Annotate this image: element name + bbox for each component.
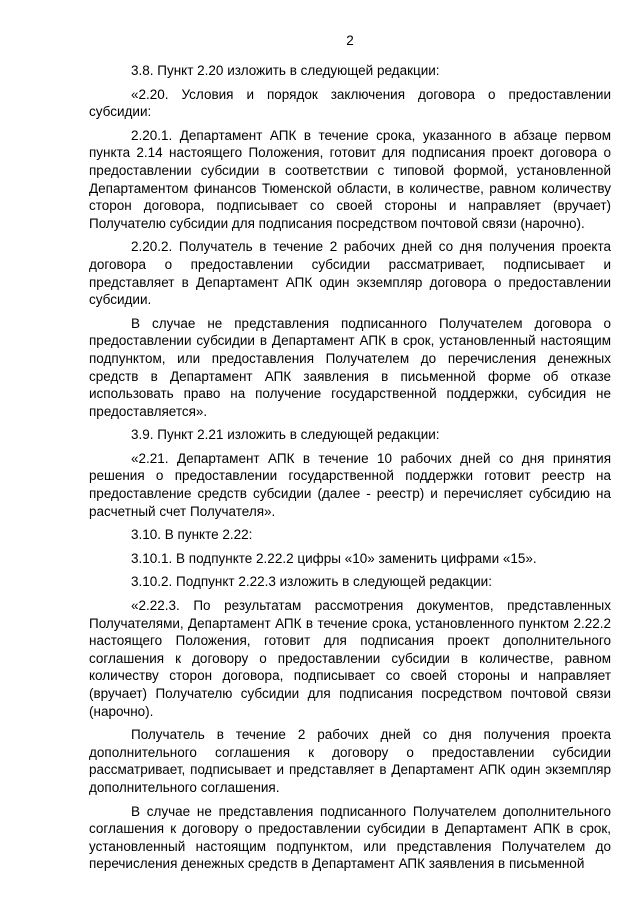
page-number: 2 [346, 33, 354, 48]
paragraph-2-22-3: «2.22.3. По результатам рассмотрения документов, представленных Получателями, Департамент АПК в течение срока, установленного пунктом 2.22.2 настоящего Положения, готовит для подписания проект дополнительного соглашения к договору о предоставлении субсидии в количестве, равном количеству сторон договора, подписывает со своей стороны и направляет (вручает) Получателю субсидии для подписания посредством почтовой связи (нарочно). [89, 598, 611, 719]
paragraph-3-10-2: 3.10.2. Подпункт 2.22.3 изложить в следующей редакции: [131, 574, 492, 590]
document-body [89, 62, 611, 879]
paragraph-non-submission-clause: В случае не представления подписанного Получателем дополнительного соглашения к договору о предоставлении субсидии в Департамент АПК в срок, установленный настоящим подпунктом, или представления Получателем до перечисления денежных средств в Департамент АПК заявления в письменной [89, 803, 611, 872]
paragraph-3-8: 3.8. Пункт 2.20 изложить в следующей редакции: [131, 63, 440, 78]
paragraph-2-20: «2.20. Условия и порядок заключения договора о предоставлении субсидии: [89, 86, 611, 120]
paragraph-3-10-1: 3.10.1. В подпункте 2.22.2 цифры «10» заменить цифрами «15». [131, 550, 537, 566]
paragraph-refusal-clause: В случае не представления подписанного Получателем договора о предоставлении субсидии в Департамент АПК в срок, установленный настоящим подпунктом, или предоставления Получателем до перечисления денежных средств в Департамент АПК заявления в письменной форме об отказе использовать право на получение государственной поддержки, субсидия не предоставляется». [89, 315, 611, 419]
paragraph-2-20-2: 2.20.2. Получатель в течение 2 рабочих дней со дня получения проекта договора о предоставлении субсидии рассматривает, подписывает и представляет в Департамент АПК один экземпляр договора о предоставлении субсидии. [89, 239, 611, 308]
paragraph-2-20-1: 2.20.1. Департамент АПК в течение срока, указанного в абзаце первом пункта 2.14 настоящего Положения, готовит для подписания проект договора о предоставлении субсидии в соответствии с типовой формой, установленной Департаментом финансов Тюменской области, в количестве, равном количеству сторон договора, подписывает со своей стороны и направляет (вручает) Получателю субсидии для подписания посредством почтовой связи (нарочно). [89, 127, 611, 231]
paragraph-3-10: 3.10. В пункте 2.22: [131, 527, 253, 543]
paragraph-3-9: 3.9. Пункт 2.21 изложить в следующей редакции: [131, 427, 440, 443]
paragraph-recipient-supplementary: Получатель в течение 2 рабочих дней со дня получения проекта дополнительного соглашения к договору о предоставлении субсидии рассматривает, подписывает и представляет в Департамент АПК один экземпляр дополнительного соглашения. [89, 727, 611, 795]
paragraph-2-21: «2.21. Департамент АПК в течение 10 рабочих дней со дня принятия решения о предоставлении государственной поддержки готовит реестр на предоставление средств субсидии (далее - реестр) и перечисляет субсидию на расчетный счет Получателя». [89, 450, 611, 519]
